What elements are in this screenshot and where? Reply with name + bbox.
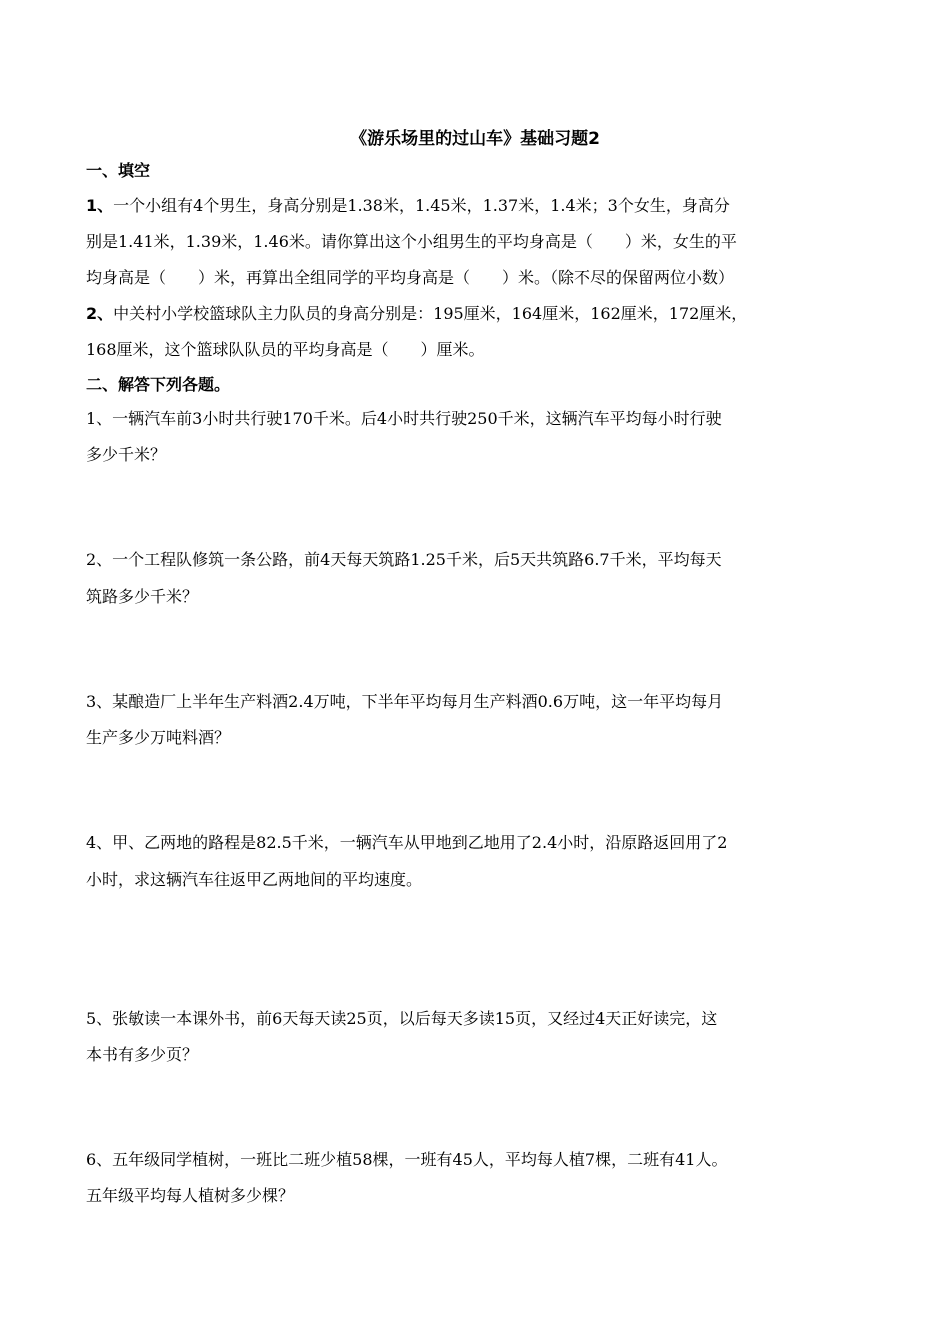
problem-1-line-1: 1、一辆汽车前3小时共行驶170千米。后4小时共行驶250千米，这辆汽车平均每小时行驶 (86, 409, 722, 428)
fill-question-1-number: 1、 (86, 196, 114, 215)
fill-question-2-number: 2、 (86, 304, 114, 323)
problem-5-line-2: 本书有多少页？ (86, 1045, 199, 1064)
fill-question-1-line-2: 别是1.41米，1.39米，1.46米。请你算出这个小组男生的平均身高是（ ）米，女生的平 (86, 232, 737, 251)
problem-6-line-2: 五年级平均每人植树多少棵？ (86, 1186, 295, 1205)
problem-3-line-1: 3、某酿造厂上半年生产料酒2.4万吨，下半年平均每月生产料酒0.6万吨，这一年平均每月 (86, 692, 724, 711)
fill-question-1-text-1: 一个小组有4个男生，身高分别是1.38米，1.45米，1.37米，1.4米；3个女生，身高分 (113, 196, 730, 215)
section-heading-word-problems: 二、解答下列各题。 (86, 375, 231, 394)
problem-6-line-1: 6、五年级同学植树，一班比二班少植58棵，一班有45人，平均每人植7棵，二班有41人。 (86, 1150, 728, 1169)
fill-question-2-text-1: 中关村小学校篮球队主力队员的身高分别是：195厘米，164厘米，162厘米，172厘米， (113, 304, 748, 323)
problem-4-line-1: 4、甲、乙两地的路程是82.5千米，一辆汽车从甲地到乙地用了2.4小时，沿原路返回用了2 (86, 833, 728, 852)
problem-2-line-1: 2、一个工程队修筑一条公路，前4天每天筑路1.25千米，后5天共筑路6.7千米，平均每天 (86, 550, 722, 569)
problem-2-line-2: 筑路多少千米？ (86, 587, 199, 606)
fill-question-1-line-3: 均身高是（ ）米，再算出全组同学的平均身高是（ ）米。（除不尽的保留两位小数） (86, 268, 735, 287)
fill-question-2-line-1 (86, 301, 747, 327)
problem-1-line-2: 多少千米？ (86, 445, 167, 464)
problem-3-line-2: 生产多少万吨料酒？ (86, 728, 231, 747)
problem-5-line-1: 5、张敏读一本课外书，前6天每天读25页，以后每天多读15页，又经过4天正好读完，这 (86, 1009, 718, 1028)
fill-question-1-line-1 (86, 193, 730, 219)
section-heading-fill-blank: 一、填空 (86, 161, 151, 180)
fill-question-2-line-2: 168厘米，这个篮球队队员的平均身高是（ ）厘米。 (86, 340, 485, 359)
problem-4-line-2: 小时，求这辆汽车往返甲乙两地间的平均速度。 (86, 870, 423, 889)
page-title: 《游乐场里的过山车》基础习题2 (350, 129, 600, 149)
